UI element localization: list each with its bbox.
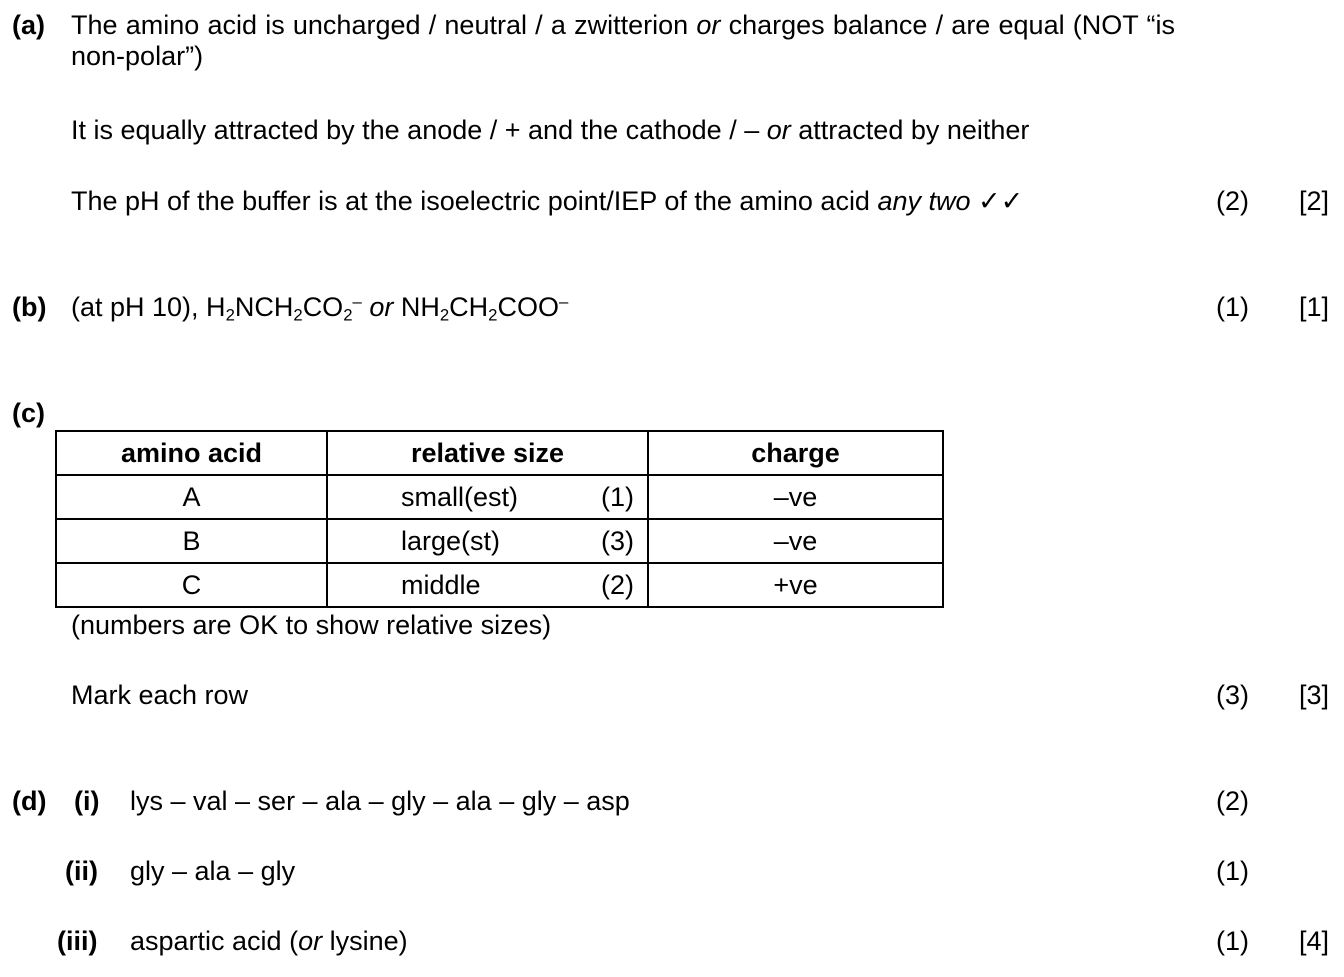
header-relative-size: relative size xyxy=(327,431,648,475)
size-number: (3) xyxy=(601,525,634,556)
part-c-label: (c) xyxy=(12,398,45,428)
part-b-total: [1] xyxy=(1299,292,1330,322)
part-d-ii-mark: (1) xyxy=(1216,856,1249,886)
acid-cell: B xyxy=(56,519,327,563)
header-amino-acid: amino acid xyxy=(56,431,327,475)
part-b-answer: (at pH 10), $H_2NCH_2CO_2^-$ or $NH_2CH_2COO^-$ xyxy=(71,291,569,325)
part-a-line2-or: or xyxy=(766,115,791,145)
part-a-line3-italic: any two xyxy=(877,186,971,216)
part-d-i-mark: (2) xyxy=(1216,786,1249,816)
size-text: large(st) xyxy=(401,525,501,556)
part-a-mark: (2) xyxy=(1216,186,1249,216)
part-b-mark: (1) xyxy=(1216,292,1249,322)
part-d-iii-pre: aspartic acid ( xyxy=(130,926,299,956)
part-d-ii-label: (ii) xyxy=(65,856,98,886)
amino-acid-table xyxy=(55,430,944,608)
size-cell xyxy=(327,475,648,519)
charge-cell: –ve xyxy=(648,519,943,563)
table-row xyxy=(56,563,943,607)
part-a-line3-pre: The pH of the buffer is at the isoelectric point/IEP of the amino acid xyxy=(71,186,870,216)
part-d-total: [4] xyxy=(1299,926,1330,956)
acid-cell: A xyxy=(56,475,327,519)
part-d-iii-answer xyxy=(130,926,408,957)
part-d-iii-mark: (1) xyxy=(1216,926,1249,956)
part-a-line2-post: attracted by neither xyxy=(798,115,1030,145)
size-number: (1) xyxy=(601,481,634,512)
part-d-label: (d) xyxy=(12,786,47,816)
part-d-i-answer: lys – val – ser – ala – gly – ala – gly – asp xyxy=(130,786,630,816)
part-a-statement-3 xyxy=(71,186,1023,217)
part-c-total: [3] xyxy=(1299,680,1330,710)
size-text: middle xyxy=(401,569,481,600)
part-b-prefix: (at pH 10), H xyxy=(71,292,226,322)
part-a-statement-2 xyxy=(71,115,1029,146)
table-row xyxy=(56,519,943,563)
part-a-label: (a) xyxy=(12,10,45,40)
part-c-note: (numbers are OK to show relative sizes) xyxy=(71,610,552,640)
size-cell xyxy=(327,563,648,607)
tick-marks: ✓✓ xyxy=(978,186,1024,216)
charge-cell: –ve xyxy=(648,475,943,519)
size-number: (2) xyxy=(601,569,634,600)
part-a-statement-1 xyxy=(71,10,1175,72)
part-c-mark: (3) xyxy=(1216,680,1249,710)
size-cell xyxy=(327,519,648,563)
table-header-row xyxy=(56,431,943,475)
acid-cell: C xyxy=(56,563,327,607)
part-c-mark-text: Mark each row xyxy=(71,680,249,710)
header-charge: charge xyxy=(648,431,943,475)
table-row xyxy=(56,475,943,519)
part-b-label: (b) xyxy=(12,292,47,322)
part-a-total: [2] xyxy=(1299,186,1330,216)
part-a-line1: The amino acid is uncharged / neutral / a zwitterion xyxy=(71,10,689,40)
part-d-iii-post: lysine) xyxy=(329,926,408,956)
part-a-line1-rest: charges balance / are equal (NOT “is non-polar”) xyxy=(71,10,1175,72)
size-text: small(est) xyxy=(401,481,519,512)
part-b-or: or xyxy=(369,292,394,322)
part-a-line2-pre: It is equally attracted by the anode / + and the cathode / – xyxy=(71,115,760,145)
charge-cell: +ve xyxy=(648,563,943,607)
part-d-iii-label: (iii) xyxy=(57,926,98,956)
part-d-ii-answer: gly – ala – gly xyxy=(130,856,296,886)
part-d-i-label: (i) xyxy=(74,786,100,816)
part-a-line1-or: or xyxy=(696,10,721,40)
part-d-iii-or: or xyxy=(298,926,323,956)
